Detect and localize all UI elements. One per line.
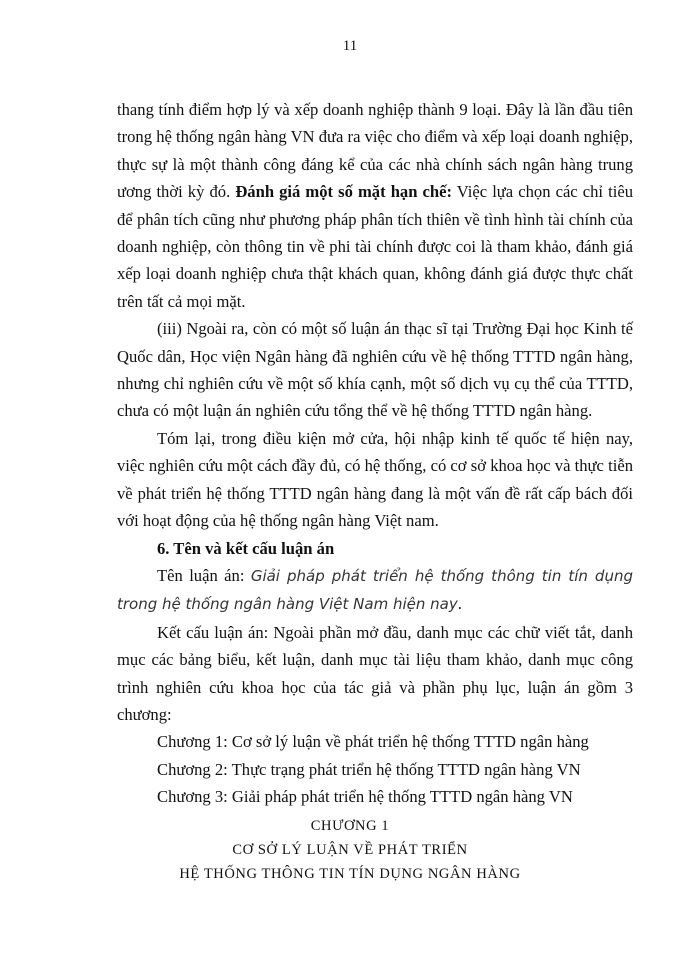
chapter-list-item: Chương 1: Cơ sở lý luận về phát triển hệ thống TTTD ngân hàng (157, 732, 589, 752)
thesis-title-end: . (457, 594, 462, 614)
chapter-list-item: Chương 3: Giải pháp phát triển hệ thống TTTD ngân hàng VN (157, 787, 573, 807)
thesis-title-value: Giải pháp phát triển hệ thống thông tin tín dụng trong hệ thống ngân hàng Việt Nam hiện nay (117, 566, 633, 614)
paragraph-masters-theses: (iii) Ngoài ra, còn có một số luận án thạc sĩ tại Trường Đại học Kinh tế Quốc dân, Học viện Ngân hàng đã nghiên cứu về hệ thống TTTD ngân hàng, nhưng chỉ nghiên cứu về một số khía cạnh, một số dịch vụ cụ thể của TTTD, chưa có một luận án nghiên cứu tổng thể về hệ thống TTTD ngân hàng. (117, 319, 633, 421)
paragraph-text: Việc lựa chọn các chỉ tiêu để phân tích cũng như phương pháp phân tích thiên về tình hình tài chính của doanh nghiệp, còn thông tin về phi tài chính được coi là tham khảo, đánh giá xếp loại doanh nghiệp chưa thật khách quan, không đánh giá được thực chất trên tất cả mọi mặt. (117, 182, 633, 311)
chapter-heading (0, 814, 700, 886)
document-body (117, 96, 633, 811)
bold-limitations-label: Đánh giá một số mặt hạn chế: (235, 182, 453, 202)
paragraph-text: thang tính điểm hợp lý và xếp doanh nghiệp thành 9 loại. Đây là lần đầu tiên trong hệ thống ngân hàng VN đưa ra việc cho điểm và xếp loại doanh nghiệp, thực sự là một thành công đáng kể của các nhà chính sách ngân hàng trung ương thời kỳ đó. (117, 100, 633, 202)
paragraph-summary: Tóm lại, trong điều kiện mở cửa, hội nhập kinh tế quốc tế hiện nay, việc nghiên cứu một cách đầy đủ, có hệ thống, có cơ sở khoa học và thực tiễn về phát triển hệ thống TTTD ngân hàng đang là một vấn đề rất cấp bách đối với hoạt động của hệ thống ngân hàng Việt nam. (117, 428, 633, 531)
paragraph-thesis-title (117, 562, 633, 619)
chapter-list-item: Chương 2: Thực trạng phát triển hệ thống TTTD ngân hàng VN (157, 759, 581, 779)
paragraph-rating-evaluation (117, 96, 633, 315)
chapter-title-line1: CƠ SỞ LÝ LUẬN VỀ PHÁT TRIỂN (232, 842, 468, 858)
thesis-title-label: Tên luận án: (157, 565, 251, 585)
chapter-number: CHƯƠNG 1 (310, 818, 390, 834)
paragraph-thesis-structure: Kết cấu luận án: Ngoài phần mở đầu, danh mục các chữ viết tắt, danh mục các bảng biểu, kết luận, danh mục tài liệu tham khảo, danh mục công trình nghiên cứu khoa học của tác giả và phần phụ lục, luận án gồm 3 chương: (117, 622, 633, 724)
page-number: 11 (342, 38, 358, 54)
chapter-title-line2: HỆ THỐNG THÔNG TIN TÍN DỤNG NGÂN HÀNG (179, 866, 521, 882)
section-heading: 6. Tên và kết cấu luận án (157, 538, 335, 558)
